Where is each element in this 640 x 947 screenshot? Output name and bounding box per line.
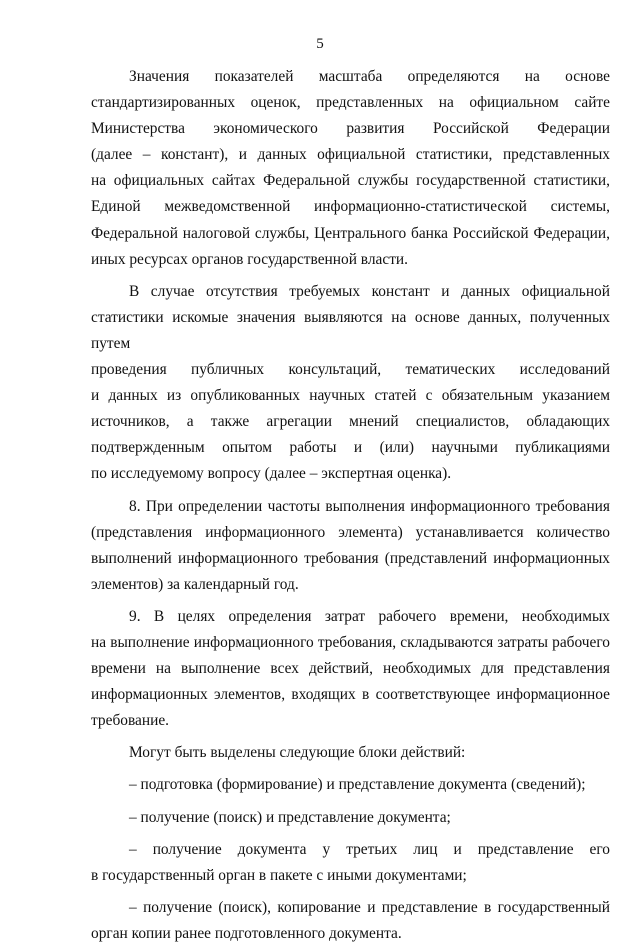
text-line: на официальных сайтах Федеральной службы государственной статистики, bbox=[91, 172, 610, 190]
text-line: информационных элементов, входящих в соответствующее информационное bbox=[91, 686, 610, 704]
text-line: Федеральной налоговой службы, Центрального банка Российской Федерации, bbox=[91, 224, 610, 242]
text-line: Значения показателей масштаба определяются на основе bbox=[129, 68, 610, 85]
text-line: – получение (поиск), копирование и представление в государственный bbox=[129, 898, 610, 916]
list-item bbox=[91, 772, 610, 798]
text-line: Министерства экономического развития Российской Федерации bbox=[91, 120, 610, 138]
paragraph bbox=[91, 64, 610, 273]
text-line: В случае отсутствия требуемых констант и данных официальной bbox=[129, 282, 610, 300]
text-line: Единой межведомственной информационно-статистической системы, bbox=[91, 198, 610, 216]
text-line: источников, а также агрегации мнений специалистов, обладающих bbox=[91, 413, 610, 431]
text-line: выполнений информационного требования (представлений информационных bbox=[91, 549, 610, 567]
text-line: времени на выполнение всех действий, необходимых для представления bbox=[91, 660, 610, 678]
document-body bbox=[91, 64, 610, 947]
list-item bbox=[91, 895, 610, 947]
paragraph bbox=[91, 740, 610, 766]
list-item bbox=[91, 837, 610, 889]
text-line: и данных из опубликованных научных статей с обязательным указанием bbox=[91, 387, 610, 405]
text-line: подтвержденным опытом работы и (или) научными публикациями bbox=[91, 439, 610, 457]
page-number: 5 bbox=[316, 36, 324, 52]
text-line: по исследуемому вопросу (далее – экспертная оценка). bbox=[91, 465, 452, 483]
text-line: иных ресурсах органов государственной власти. bbox=[91, 250, 409, 268]
text-line: требование. bbox=[91, 712, 170, 730]
text-line: 9. В целях определения затрат рабочего времени, необходимых bbox=[129, 607, 610, 625]
text-line: – подготовка (формирование) и представление документа (сведений); bbox=[129, 776, 586, 794]
text-line: – получение документа у третьих лиц и представление его bbox=[129, 840, 610, 858]
text-line: стандартизированных оценок, представленных на официальном сайте bbox=[91, 94, 610, 112]
list-item bbox=[91, 805, 610, 831]
text-line: проведения публичных консультаций, тематических исследований bbox=[91, 361, 610, 379]
text-line: (представления информационного элемента) устанавливается количество bbox=[91, 523, 610, 541]
text-line: – получение (поиск) и представление документа; bbox=[129, 808, 451, 826]
paragraph bbox=[91, 494, 610, 598]
text-line: 8. При определении частоты выполнения информационного требования bbox=[129, 497, 610, 515]
text-line: орган копии ранее подготовленного документа. bbox=[91, 924, 402, 942]
text-line: в государственный орган в пакете с иными документами; bbox=[91, 866, 467, 884]
text-line: элементов) за календарный год. bbox=[91, 575, 299, 593]
paragraph bbox=[91, 604, 610, 734]
paragraph bbox=[91, 279, 610, 488]
text-line: (далее – констант), и данных официальной статистики, представленных bbox=[91, 146, 610, 164]
text-line: Могут быть выделены следующие блоки действий: bbox=[129, 744, 466, 762]
text-line: на выполнение информационного требования, складываются затраты рабочего bbox=[91, 633, 610, 651]
text-line: статистики искомые значения выявляются на основе данных, полученных путем bbox=[91, 308, 610, 352]
